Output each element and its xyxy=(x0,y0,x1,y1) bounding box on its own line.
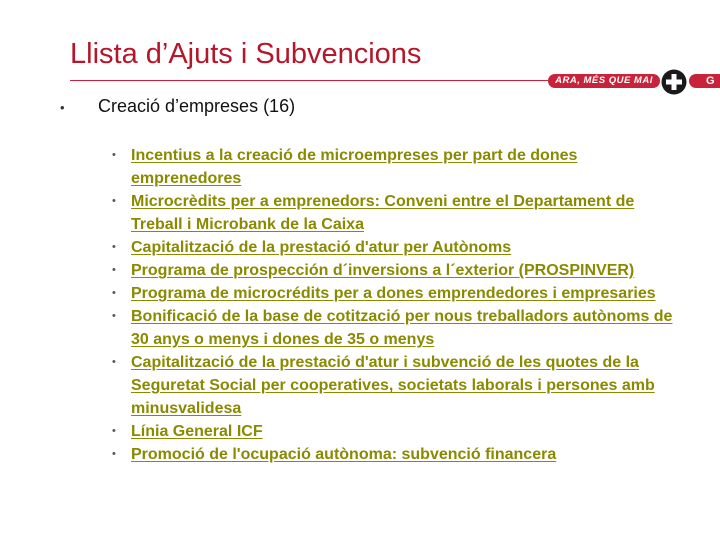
bullet: • xyxy=(112,310,116,322)
brand-slogan: ARA, MÉS QUE MAI xyxy=(548,74,660,88)
list-item xyxy=(110,305,690,351)
page-title: Llista d’Ajuts i Subvencions xyxy=(70,38,422,70)
section-heading: Creació d’empreses (16) xyxy=(98,96,296,116)
subsidy-link[interactable]: Línia General ICF xyxy=(131,423,263,440)
bullet: • xyxy=(112,448,116,460)
brand-g-mark-icon: G xyxy=(706,75,715,87)
list-item xyxy=(110,259,690,282)
subsidy-link[interactable]: Capitalització de la prestació d'atur per Autònoms xyxy=(131,239,512,256)
subsidy-link[interactable]: Incentius a la creació de microempreses per part de dones emprenedores xyxy=(131,147,578,187)
bullet: • xyxy=(60,100,65,115)
subsidy-link[interactable]: Programa de prospección d´inversions a l´exterior (PROSPINVER) xyxy=(131,262,635,279)
plus-circle-logo-icon xyxy=(661,69,687,95)
bullet: • xyxy=(112,287,116,299)
subsidy-link[interactable]: Capitalització de la prestació d'atur i subvenció de les quotes de la Seguretat Social per cooperatives, societats laborals i persones amb minusvalidesa xyxy=(131,354,655,417)
title-divider xyxy=(70,80,548,81)
list-item xyxy=(110,144,690,190)
bullet: • xyxy=(112,241,116,253)
list-item xyxy=(110,236,690,259)
list-item xyxy=(110,420,690,443)
brand-logo xyxy=(548,71,720,93)
subsidy-link[interactable]: Microcrèdits per a emprenedors: Conveni entre el Departament de Treball i Microbank de la Caixa xyxy=(131,193,635,233)
subsidy-link[interactable]: Promoció de l'ocupació autònoma: subvenció financera xyxy=(131,446,557,463)
brand-tail xyxy=(689,74,720,88)
list-item xyxy=(110,443,690,466)
subsidy-link[interactable]: Bonificació de la base de cotització per nous treballadors autònoms de 30 anys o menys i dones de 35 o menys xyxy=(131,308,673,348)
list-item xyxy=(110,190,690,236)
bullet: • xyxy=(112,356,116,368)
list-item xyxy=(110,282,690,305)
bullet: • xyxy=(112,425,116,437)
subsidy-list xyxy=(110,144,690,466)
bullet: • xyxy=(112,195,116,207)
bullet: • xyxy=(112,149,116,161)
list-item xyxy=(110,351,690,420)
section-heading-row xyxy=(60,96,295,117)
subsidy-link[interactable]: Programa de microcrédits per a dones emprendedores i empresaries xyxy=(131,285,656,302)
bullet: • xyxy=(112,264,116,276)
